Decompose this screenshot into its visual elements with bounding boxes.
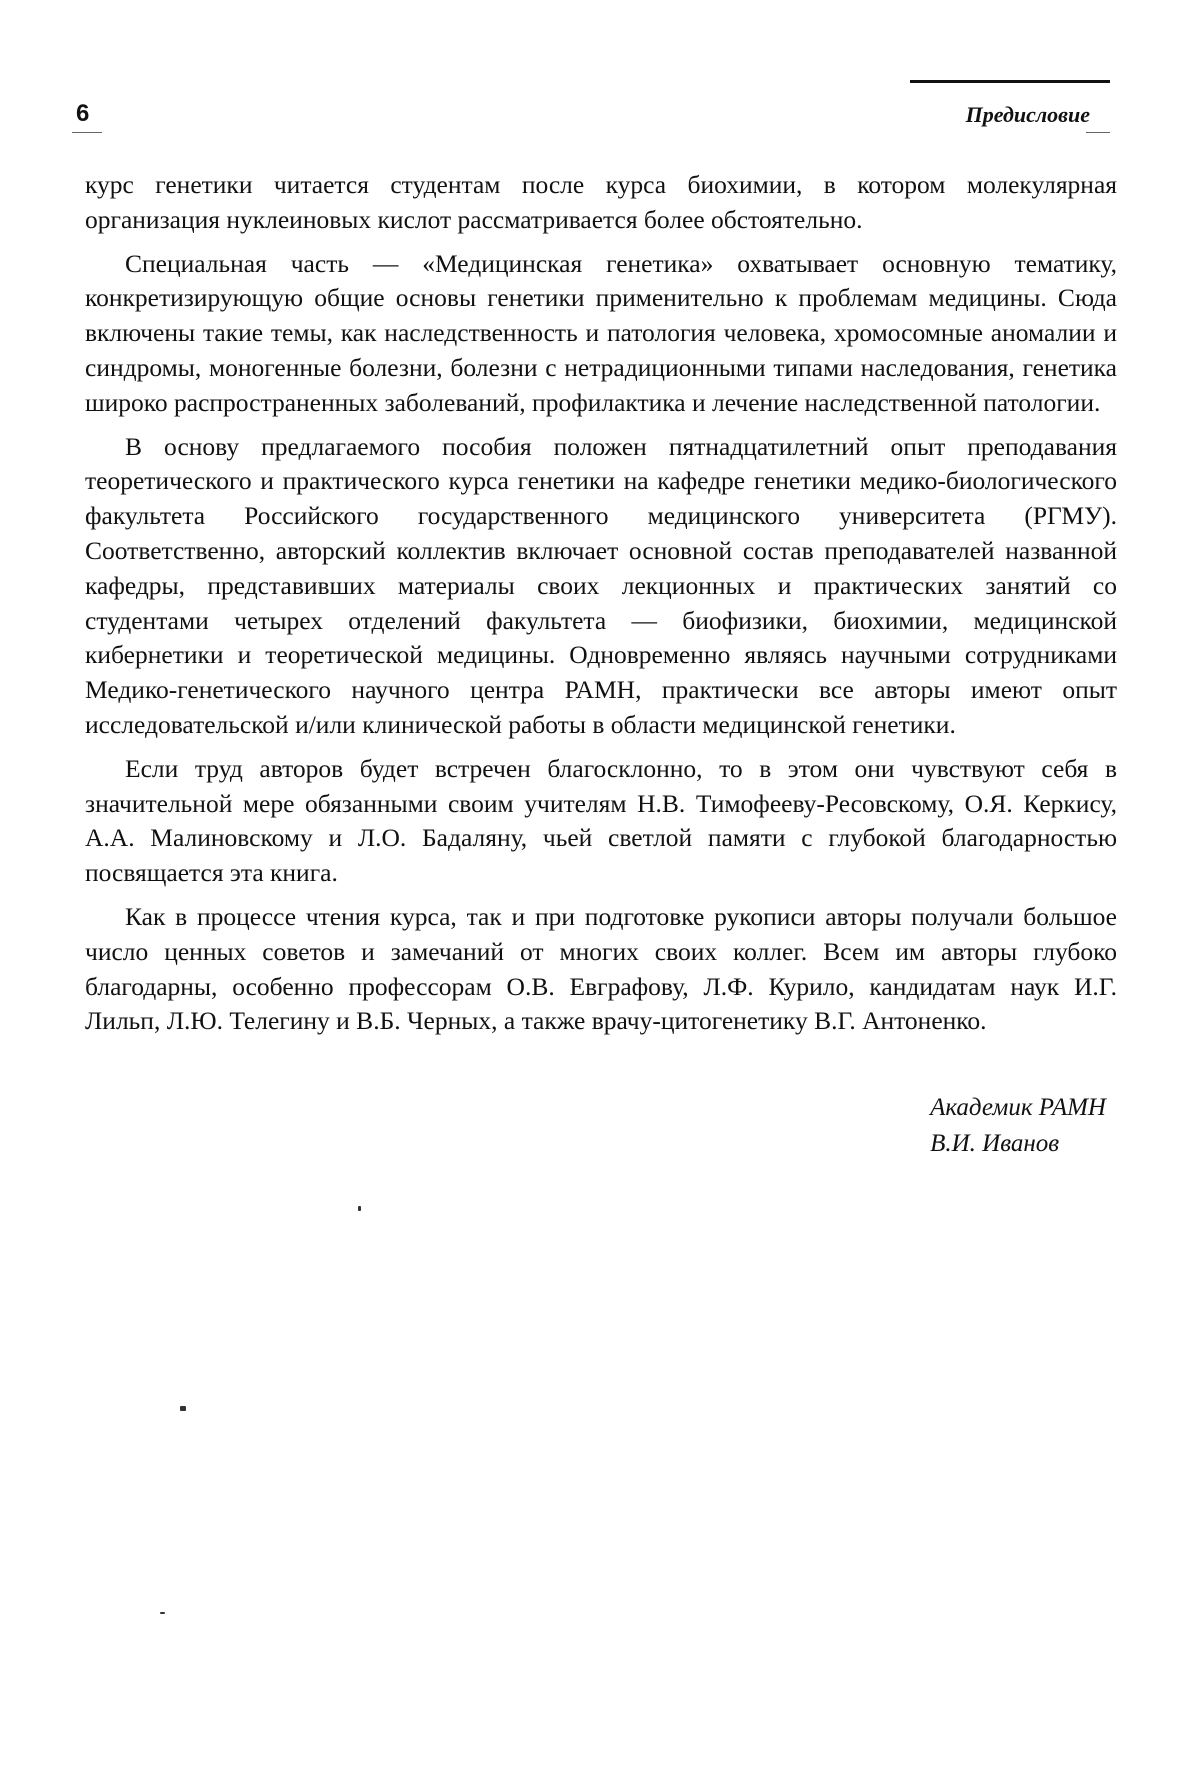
header-rule	[910, 80, 1110, 83]
header-underline-left	[72, 132, 102, 133]
paragraph-continued: курс генетики читается студентам после курса биохимии, в котором молекулярная организация нуклеиновых кислот рассматривается более обстоятельно.	[85, 170, 1117, 234]
paragraph: В основу предлагаемого пособия положен пятнадцатилетний опыт преподавания теоретического и практического курса генетики на кафедре генетики медико-биологического факультета Российского государственного медицинского университета (РГМУ). Соответственно, авторский коллектив включает основной состав преподавателей названной кафедры, представивших материалы своих лекционных и практических занятий со студентами четырех отделений факультета — биофизики, биохимии, медицинской кибернетики и теоретической медицины. Одновременно являясь научными сотрудниками Медико-генетического научного центра РАМН, практически все авторы имеют опыт исследовательской и/или клинической работы в области медицинской генетики.	[85, 431, 1117, 739]
scan-speck	[358, 1206, 361, 1211]
signature-name: В.И. Иванов	[930, 1130, 1060, 1157]
scan-speck	[160, 1612, 165, 1614]
paragraph: Специальная часть — «Медицинская генетика» охватывает основную тематику, конкретизирующую общие основы генетики применительно к проблемам медицины. Сюда включены такие темы, как наследственность и патология человека, хромосомные аномалии и синдромы, моногенные болезни, болезни с нетрадиционными типами наследования, генетика широко распространенных заболеваний, профилактика и лечение наследственной патологии.	[85, 248, 1117, 417]
signature-title: Академик РАМН	[930, 1094, 1106, 1121]
signature-block	[930, 1090, 1106, 1162]
header-underline-right	[1086, 132, 1110, 133]
scan-speck	[180, 1406, 186, 1411]
paragraph: Как в процессе чтения курса, так и при подготовке рукописи авторы получали большое число ценных советов и замечаний от многих своих коллег. Всем им авторы глубоко благодарны, особенно профессорам О.В. Евграфову, Л.Ф. Курило, кандидатам наук И.Г. Лильп, Л.Ю. Телегину и В.Б. Черных, а также врачу-цитогенетику В.Г. Антоненко.	[85, 901, 1117, 1036]
page-number: 6	[76, 100, 90, 127]
section-title: Предисловие	[965, 102, 1090, 127]
running-head	[72, 92, 1110, 132]
body-text	[85, 168, 1117, 1048]
paragraph: Если труд авторов будет встречен благосклонно, то в этом они чувствуют себя в значительной мере обязанными своим учителям Н.В. Тимофееву-Ресовскому, О.Я. Керкису, А.А. Малиновскому и Л.О. Бадаляну, чьей светлой памяти с глубокой благодарностью посвящается эта книга.	[85, 753, 1117, 888]
